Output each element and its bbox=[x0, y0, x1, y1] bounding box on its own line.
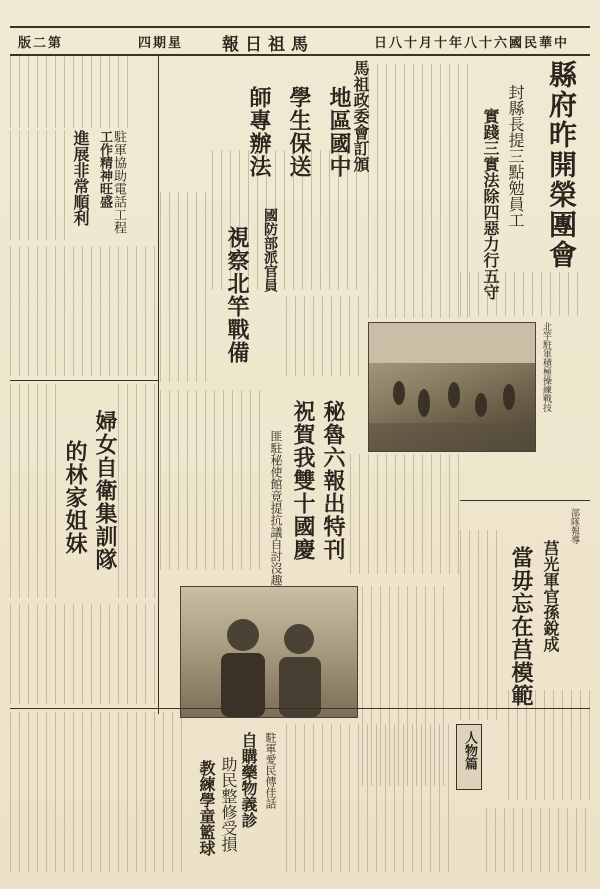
portrait-photo bbox=[180, 586, 358, 718]
small-column-tag: 部隊報導 bbox=[569, 508, 579, 544]
column-rule bbox=[158, 54, 159, 714]
officer-text-2 bbox=[508, 690, 592, 800]
bottom-left-text bbox=[10, 712, 190, 872]
defense-article-text bbox=[160, 192, 214, 382]
main-headline: 縣府昨開榮團會 bbox=[545, 60, 578, 270]
clinic-headline-2: 助民整修受損 bbox=[219, 756, 238, 852]
two-people-illustration bbox=[181, 587, 357, 717]
left-text-3 bbox=[10, 604, 156, 704]
officer-text bbox=[460, 530, 504, 720]
drill-photo bbox=[368, 322, 536, 452]
main-article-text-2 bbox=[460, 272, 580, 316]
phone-subhead-2: 工作精神旺盛 bbox=[97, 130, 112, 208]
main-subhead-2: 實踐三實法除四惡力行五守 bbox=[481, 108, 500, 300]
defense-headline: 視察北竿戰備 bbox=[224, 226, 250, 364]
bottom-center-text bbox=[286, 724, 452, 872]
left-text-1 bbox=[10, 56, 130, 128]
people-box-label: 人物篇 bbox=[462, 731, 477, 770]
page-label: 版二第 bbox=[18, 36, 64, 51]
main-subhead-1: 封縣長提三點勉員工 bbox=[506, 84, 525, 228]
row-rule bbox=[10, 380, 158, 381]
defense-title: 國防部派官員 bbox=[262, 208, 278, 292]
clinic-headline-1: 自購藥物義診 bbox=[239, 732, 258, 828]
newsletter-note: 匪駐秘使館竟提抗議自討沒趣 bbox=[269, 430, 283, 586]
phone-subhead: 駐軍協助電話工程 bbox=[111, 130, 126, 234]
phone-text bbox=[10, 130, 66, 240]
clinic-headline-3: 教練學童籃球 bbox=[197, 760, 216, 856]
masthead bbox=[10, 26, 590, 56]
clinic-subhead: 駐軍愛民傳佳話 bbox=[264, 732, 277, 809]
newsletter-text bbox=[160, 390, 264, 570]
row-rule bbox=[10, 708, 590, 709]
defense-article-text-2 bbox=[286, 296, 366, 376]
women-text bbox=[10, 384, 56, 598]
issue-date: 日八十月十年八十六國民華中 bbox=[374, 36, 570, 51]
photo-caption: 北竿駐軍積極操練戰技 bbox=[541, 322, 551, 412]
newsletter-subhead: 祝賀我雙十國慶 bbox=[290, 400, 316, 561]
newsletter-text-2 bbox=[350, 454, 460, 574]
paper-name: 報日祖馬 bbox=[222, 35, 314, 55]
women-text-2 bbox=[118, 384, 156, 598]
policy-title: 馬祖政委會訂頒 bbox=[351, 60, 370, 172]
phone-headline: 進展非常順利 bbox=[71, 130, 90, 226]
officer-headline: 當毋忘在莒模範 bbox=[508, 546, 534, 707]
officer-subhead: 莒光軍官孫銳成 bbox=[541, 540, 560, 652]
bottom-right-text bbox=[486, 808, 592, 872]
policy-headline-3: 師專辦法 bbox=[246, 86, 272, 178]
left-text-2 bbox=[10, 246, 156, 376]
newsletter-headline: 秘魯六報出特刊 bbox=[320, 400, 346, 561]
policy-headline-1: 地區國中 bbox=[326, 86, 352, 178]
women-headline: 婦女自衛集訓隊 bbox=[92, 410, 118, 571]
weekday: 四期星 bbox=[138, 36, 184, 51]
women-headline-2: 的林家姐妹 bbox=[62, 440, 88, 555]
policy-headline-2: 學生保送 bbox=[286, 86, 312, 178]
people-box bbox=[456, 724, 482, 790]
soldiers-illustration bbox=[369, 323, 535, 451]
row-rule bbox=[460, 500, 590, 501]
